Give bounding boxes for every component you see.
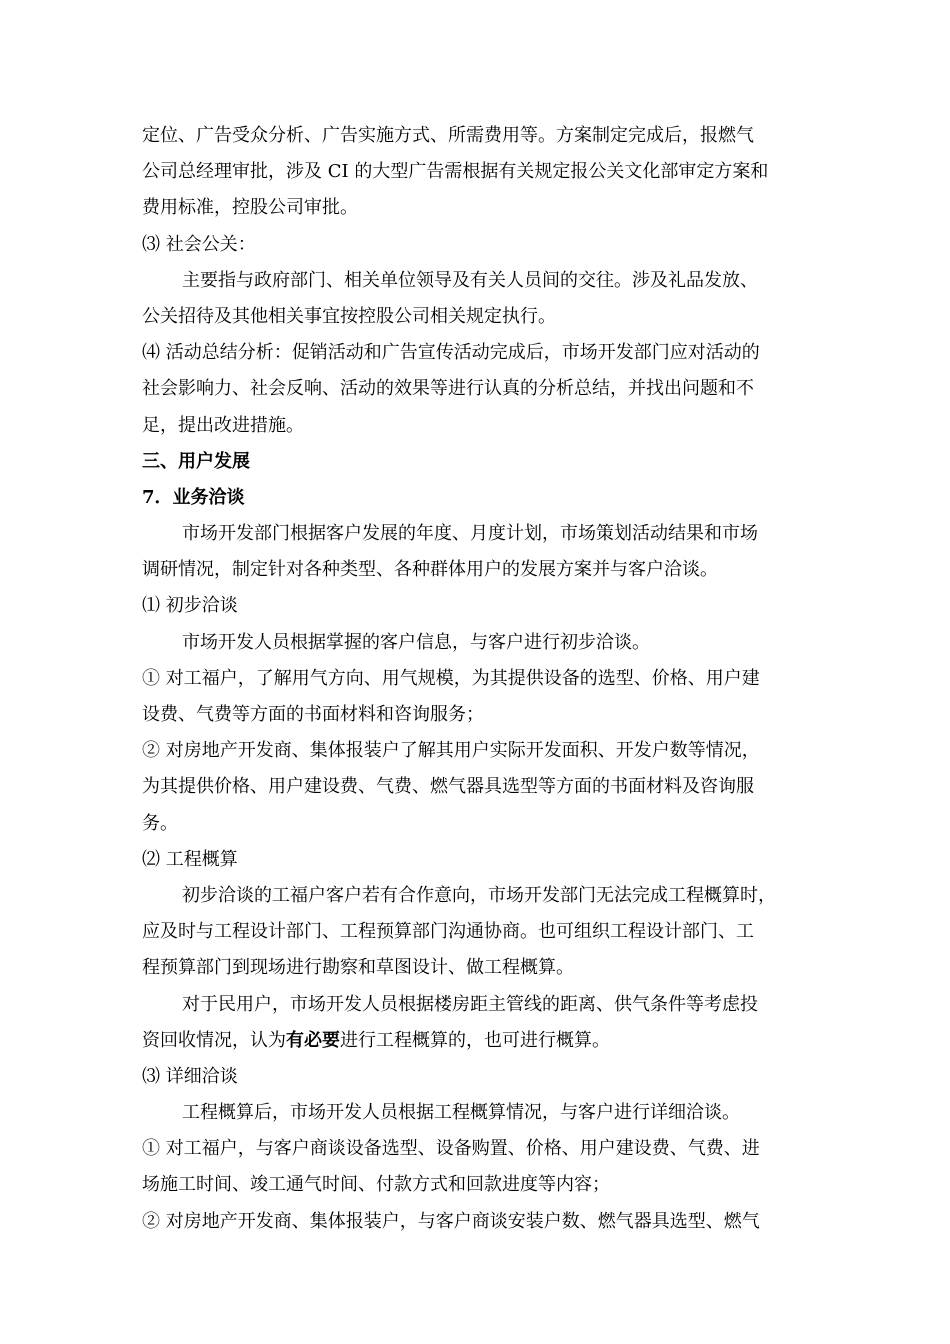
list-item-line: ① 对工福户，了解用气方向、用气规模，为其提供设备的选型、价格、用户建 bbox=[142, 667, 760, 689]
subsection-heading: ⑴ 初步洽谈 bbox=[142, 595, 238, 617]
paragraph-line: 公司总经理审批，涉及 CI 的大型广告需根据有关规定报公关文化部审定方案和 bbox=[142, 161, 769, 183]
paragraph-line: 市场开发部门根据客户发展的年度、月度计划，市场策划活动结果和市场 bbox=[182, 523, 758, 545]
text-run: 资回收情况，认为 bbox=[142, 1029, 286, 1051]
subsection-heading: ⑶ 社会公关： bbox=[142, 233, 256, 255]
paragraph-line: 应及时与工程设计部门、工程预算部门沟通协商。也可组织工程设计部门、工 bbox=[142, 921, 754, 943]
section-heading: 三、用户发展 bbox=[142, 450, 250, 472]
paragraph-line: 社会影响力、社会反响、活动的效果等进行认真的分析总结，并找出问题和不 bbox=[142, 378, 754, 400]
subsection-heading: ⑷ 活动总结分析：促销活动和广告宣传活动完成后，市场开发部门应对活动的 bbox=[142, 342, 760, 364]
paragraph-line: 调研情况，制定针对各种类型、各种群体用户的发展方案并与客户洽谈。 bbox=[142, 559, 718, 581]
list-item-line: 务。 bbox=[142, 812, 178, 834]
list-item-line: 为其提供价格、用户建设费、气费、燃气器具选型等方面的书面材料及咨询服 bbox=[142, 776, 754, 798]
paragraph-line: 主要指与政府部门、相关单位领导及有关人员间的交往。涉及礼品发放、 bbox=[182, 269, 758, 291]
list-item-line: ① 对工福户，与客户商谈设备选型、设备购置、价格、用户建设费、气费、进 bbox=[142, 1138, 760, 1160]
paragraph-line: 定位、广告受众分析、广告实施方式、所需费用等。方案制定完成后，报燃气 bbox=[142, 125, 754, 146]
emphasis-text: 有必要 bbox=[286, 1029, 340, 1051]
paragraph-line: 足，提出改进措施。 bbox=[142, 414, 304, 436]
list-item-line: 设费、气费等方面的书面材料和咨询服务； bbox=[142, 704, 484, 725]
subsection-heading: ⑶ 详细洽谈 bbox=[142, 1065, 238, 1087]
list-item-line: ② 对房地产开发商、集体报装户了解其用户实际开发面积、开发户数等情况， bbox=[142, 740, 760, 762]
paragraph-line: 工程概算后，市场开发人员根据工程概算情况，与客户进行详细洽谈。 bbox=[182, 1102, 740, 1124]
list-item-line: 场施工时间、竣工通气时间、付款方式和回款进度等内容； bbox=[142, 1174, 610, 1196]
subsection-heading: ⑵ 工程概算 bbox=[142, 848, 238, 870]
paragraph-line: 初步洽谈的工福户客户若有合作意向，市场开发部门无法完成工程概算时， bbox=[182, 884, 776, 906]
paragraph-line: 市场开发人员根据掌握的客户信息，与客户进行初步洽谈。 bbox=[182, 631, 650, 653]
list-item-line: ② 对房地产开发商、集体报装户，与客户商谈安装户数、燃气器具选型、燃气 bbox=[142, 1210, 760, 1232]
paragraph-line: 费用标准，控股公司审批。 bbox=[142, 197, 358, 219]
text-run: 进行工程概算的，也可进行概算。 bbox=[340, 1029, 610, 1051]
document-body bbox=[142, 118, 814, 1240]
paragraph-line: 公关招待及其他相关事宜按控股公司相关规定执行。 bbox=[142, 305, 556, 327]
paragraph-line-with-emphasis bbox=[142, 1023, 814, 1059]
paragraph-line: 程预算部门到现场进行勘察和草图设计、做工程概算。 bbox=[142, 957, 574, 979]
paragraph-line: 对于民用户，市场开发人员根据楼房距主管线的距离、供气条件等考虑投 bbox=[182, 993, 758, 1015]
item-heading: 7．业务洽谈 bbox=[142, 486, 245, 508]
